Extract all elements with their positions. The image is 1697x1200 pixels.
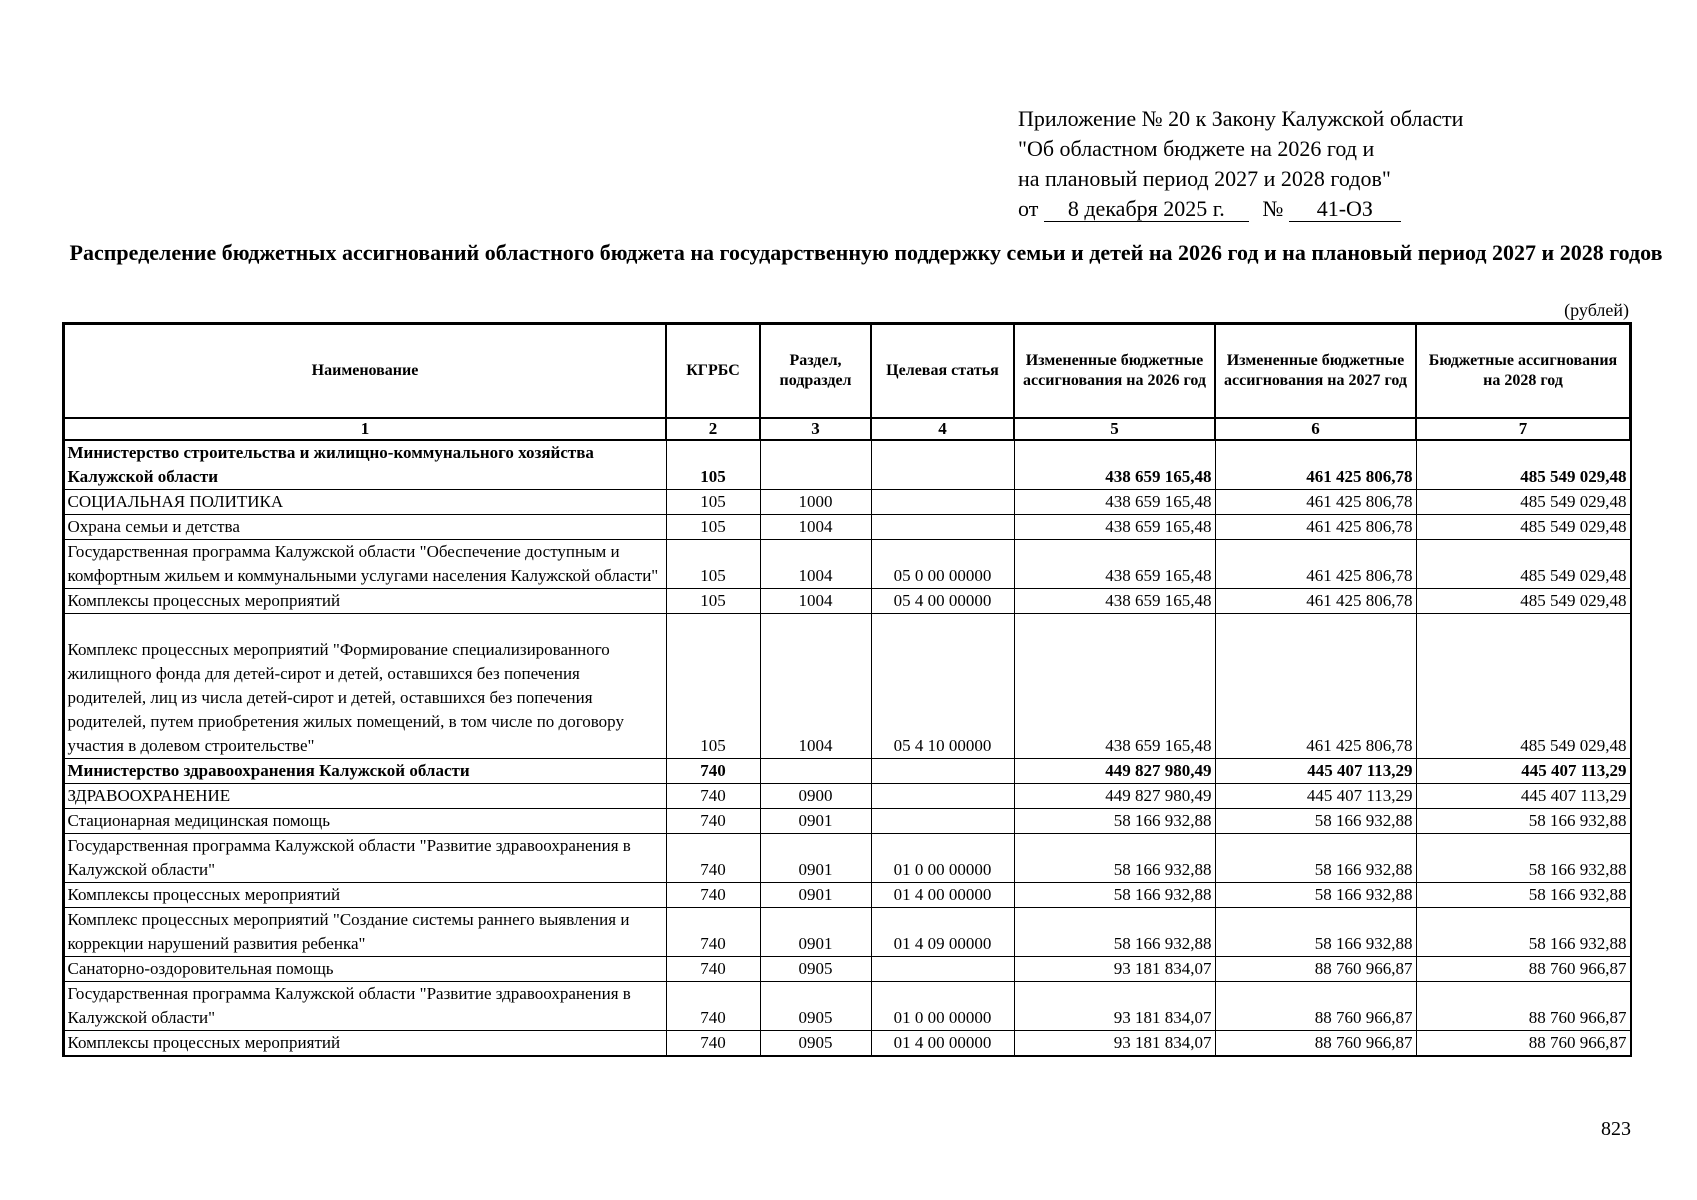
- cell-razdel: 1000: [760, 490, 871, 515]
- cell-kgrbs: 105: [666, 589, 760, 614]
- cell-2027: 88 760 966,87: [1215, 982, 1416, 1031]
- table-row: [64, 759, 1630, 784]
- cell-2026: 93 181 834,07: [1014, 957, 1215, 982]
- cell-2026: 449 827 980,49: [1014, 759, 1215, 784]
- header-2027: Измененные бюджетные ассигнования на 2027 год: [1215, 324, 1416, 418]
- cell-kgrbs: 740: [666, 784, 760, 809]
- table-row: [64, 515, 1630, 540]
- col-number: 6: [1215, 418, 1416, 440]
- cell-2028: 485 549 029,48: [1416, 614, 1630, 759]
- cell-2026: 58 166 932,88: [1014, 883, 1215, 908]
- cell-2028: 58 166 932,88: [1416, 908, 1630, 957]
- cell-2026: 438 659 165,48: [1014, 490, 1215, 515]
- cell-name: Министерство строительства и жилищно-коммунального хозяйства Калужской области: [64, 440, 666, 490]
- table-row: [64, 809, 1630, 834]
- appendix-line-4: [1018, 194, 1463, 224]
- cell-2027: 461 425 806,78: [1215, 614, 1416, 759]
- cell-target: 01 4 09 00000: [871, 908, 1014, 957]
- cell-razdel: 0905: [760, 982, 871, 1031]
- cell-2028: 485 549 029,48: [1416, 515, 1630, 540]
- header-name: Наименование: [64, 324, 666, 418]
- cell-2027: 445 407 113,29: [1215, 784, 1416, 809]
- document-title: Распределение бюджетных ассигнований областного бюджета на государственную поддержку семьи и детей на 2026 год и на плановый период 2027 и 2028 годов: [69, 240, 1663, 265]
- cell-razdel: 1004: [760, 614, 871, 759]
- cell-name: Комплексы процессных мероприятий: [64, 589, 666, 614]
- table-row: [64, 883, 1630, 908]
- cell-kgrbs: 740: [666, 759, 760, 784]
- cell-2027: 58 166 932,88: [1215, 883, 1416, 908]
- cell-2026: 438 659 165,48: [1014, 589, 1215, 614]
- table-row: [64, 540, 1630, 589]
- cell-name: СОЦИАЛЬНАЯ ПОЛИТИКА: [64, 490, 666, 515]
- cell-kgrbs: 105: [666, 614, 760, 759]
- header-2028: Бюджетные ассигнования на 2028 год: [1416, 324, 1630, 418]
- cell-2028: 58 166 932,88: [1416, 834, 1630, 883]
- page-number: 823: [1601, 1118, 1631, 1140]
- cell-2028: 485 549 029,48: [1416, 589, 1630, 614]
- cell-2027: 461 425 806,78: [1215, 589, 1416, 614]
- cell-name: Комплекс процессных мероприятий "Создание системы раннего выявления и коррекции нарушений развития ребенка": [64, 908, 666, 957]
- cell-kgrbs: 740: [666, 1031, 760, 1056]
- header-target: Целевая статья: [871, 324, 1014, 418]
- cell-kgrbs: 105: [666, 515, 760, 540]
- cell-target: 05 4 10 00000: [871, 614, 1014, 759]
- budget-table: [63, 323, 1631, 1056]
- cell-kgrbs: 740: [666, 957, 760, 982]
- cell-name: Охрана семьи и детства: [64, 515, 666, 540]
- cell-razdel: 0901: [760, 809, 871, 834]
- cell-2028: 58 166 932,88: [1416, 883, 1630, 908]
- cell-name: Государственная программа Калужской области "Развитие здравоохранения в Калужской области": [64, 982, 666, 1031]
- column-number-row: [64, 418, 1630, 440]
- col-number: 4: [871, 418, 1014, 440]
- cell-razdel: 0901: [760, 834, 871, 883]
- cell-razdel: 1004: [760, 540, 871, 589]
- cell-name: Министерство здравоохранения Калужской области: [64, 759, 666, 784]
- appendix-line-1: Приложение № 20 к Закону Калужской области: [1018, 106, 1464, 131]
- table-row: [64, 490, 1630, 515]
- table-row: [64, 589, 1630, 614]
- cell-name: Комплекс процессных мероприятий "Формирование специализированного жилищного фонда для детей-сирот и детей, оставшихся без попечения родителей, лиц из числа детей-сирот и детей, оставшихся без попечения родителей, путем приобретения жилых помещений, в том числе по договору участия в долевом строительстве": [64, 614, 666, 759]
- cell-razdel: 1004: [760, 515, 871, 540]
- cell-razdel: 1004: [760, 589, 871, 614]
- cell-target: 01 4 00 00000: [871, 1031, 1014, 1056]
- cell-kgrbs: 740: [666, 908, 760, 957]
- appendix-line-2: "Об областном бюджете на 2026 год и: [1018, 136, 1375, 161]
- header-razdel: Раздел, подраздел: [760, 324, 871, 418]
- cell-kgrbs: 105: [666, 540, 760, 589]
- table-row: [64, 784, 1630, 809]
- cell-2028: 485 549 029,48: [1416, 540, 1630, 589]
- cell-2028: 445 407 113,29: [1416, 759, 1630, 784]
- cell-target: [871, 759, 1014, 784]
- col-number: 7: [1416, 418, 1630, 440]
- cell-2026: 438 659 165,48: [1014, 614, 1215, 759]
- cell-kgrbs: 105: [666, 440, 760, 490]
- number-label: №: [1262, 196, 1284, 221]
- header-kgrbs: КГРБС: [666, 324, 760, 418]
- cell-kgrbs: 105: [666, 490, 760, 515]
- cell-2028: 485 549 029,48: [1416, 490, 1630, 515]
- cell-razdel: [760, 440, 871, 490]
- table-header-row: [64, 324, 1630, 418]
- cell-target: [871, 440, 1014, 490]
- cell-2027: 88 760 966,87: [1215, 1031, 1416, 1056]
- table-row: [64, 834, 1630, 883]
- cell-target: [871, 957, 1014, 982]
- table-row: [64, 614, 1630, 759]
- cell-target: 05 4 00 00000: [871, 589, 1014, 614]
- cell-2027: 445 407 113,29: [1215, 759, 1416, 784]
- cell-name: Комплексы процессных мероприятий: [64, 1031, 666, 1056]
- table-row: [64, 982, 1630, 1031]
- cell-name: Государственная программа Калужской области "Развитие здравоохранения в Калужской области": [64, 834, 666, 883]
- table-row: [64, 440, 1630, 490]
- cell-2026: 58 166 932,88: [1014, 834, 1215, 883]
- units-label: (рублей): [1564, 300, 1629, 320]
- cell-razdel: [760, 759, 871, 784]
- cell-2028: 88 760 966,87: [1416, 957, 1630, 982]
- cell-2027: 58 166 932,88: [1215, 908, 1416, 957]
- header-2026: Измененные бюджетные ассигнования на 2026 год: [1014, 324, 1215, 418]
- cell-2026: 449 827 980,49: [1014, 784, 1215, 809]
- cell-razdel: 0905: [760, 1031, 871, 1056]
- cell-name: Стационарная медицинская помощь: [64, 809, 666, 834]
- cell-name: Санаторно-оздоровительная помощь: [64, 957, 666, 982]
- table-row: [64, 908, 1630, 957]
- cell-target: [871, 809, 1014, 834]
- cell-kgrbs: 740: [666, 834, 760, 883]
- cell-2027: 58 166 932,88: [1215, 809, 1416, 834]
- cell-2027: 461 425 806,78: [1215, 490, 1416, 515]
- cell-2028: 88 760 966,87: [1416, 1031, 1630, 1056]
- cell-razdel: 0901: [760, 883, 871, 908]
- cell-kgrbs: 740: [666, 982, 760, 1031]
- cell-2027: 58 166 932,88: [1215, 834, 1416, 883]
- cell-name: ЗДРАВООХРАНЕНИЕ: [64, 784, 666, 809]
- table-body: [64, 440, 1630, 1056]
- cell-2027: 461 425 806,78: [1215, 440, 1416, 490]
- cell-target: 01 4 00 00000: [871, 883, 1014, 908]
- cell-2026: 93 181 834,07: [1014, 1031, 1215, 1056]
- cell-2026: 93 181 834,07: [1014, 982, 1215, 1031]
- cell-2027: 461 425 806,78: [1215, 515, 1416, 540]
- col-number: 3: [760, 418, 871, 440]
- cell-target: [871, 515, 1014, 540]
- cell-2027: 461 425 806,78: [1215, 540, 1416, 589]
- cell-target: [871, 490, 1014, 515]
- cell-2026: 58 166 932,88: [1014, 908, 1215, 957]
- cell-razdel: 0901: [760, 908, 871, 957]
- cell-2026: 58 166 932,88: [1014, 809, 1215, 834]
- cell-2026: 438 659 165,48: [1014, 540, 1215, 589]
- cell-2026: 438 659 165,48: [1014, 440, 1215, 490]
- cell-target: [871, 784, 1014, 809]
- law-number: 41-ОЗ: [1289, 197, 1401, 222]
- cell-kgrbs: 740: [666, 883, 760, 908]
- appendix-line-3: на плановый период 2027 и 2028 годов": [1018, 166, 1391, 191]
- cell-razdel: 0905: [760, 957, 871, 982]
- cell-razdel: 0900: [760, 784, 871, 809]
- table-row: [64, 1031, 1630, 1056]
- law-date: 8 декабря 2025 г.: [1044, 197, 1249, 222]
- table-row: [64, 957, 1630, 982]
- cell-2028: 88 760 966,87: [1416, 982, 1630, 1031]
- cell-2028: 445 407 113,29: [1416, 784, 1630, 809]
- cell-2027: 88 760 966,87: [1215, 957, 1416, 982]
- cell-2026: 438 659 165,48: [1014, 515, 1215, 540]
- from-label: от: [1018, 196, 1039, 221]
- cell-target: 01 0 00 00000: [871, 982, 1014, 1031]
- cell-2028: 485 549 029,48: [1416, 440, 1630, 490]
- col-number: 2: [666, 418, 760, 440]
- col-number: 5: [1014, 418, 1215, 440]
- col-number: 1: [64, 418, 666, 440]
- cell-2028: 58 166 932,88: [1416, 809, 1630, 834]
- cell-name: Государственная программа Калужской области "Обеспечение доступным и комфортным жильем и коммунальными услугами населения Калужской области": [64, 540, 666, 589]
- cell-kgrbs: 740: [666, 809, 760, 834]
- cell-target: 05 0 00 00000: [871, 540, 1014, 589]
- cell-name: Комплексы процессных мероприятий: [64, 883, 666, 908]
- appendix-header: [1018, 104, 1463, 224]
- cell-target: 01 0 00 00000: [871, 834, 1014, 883]
